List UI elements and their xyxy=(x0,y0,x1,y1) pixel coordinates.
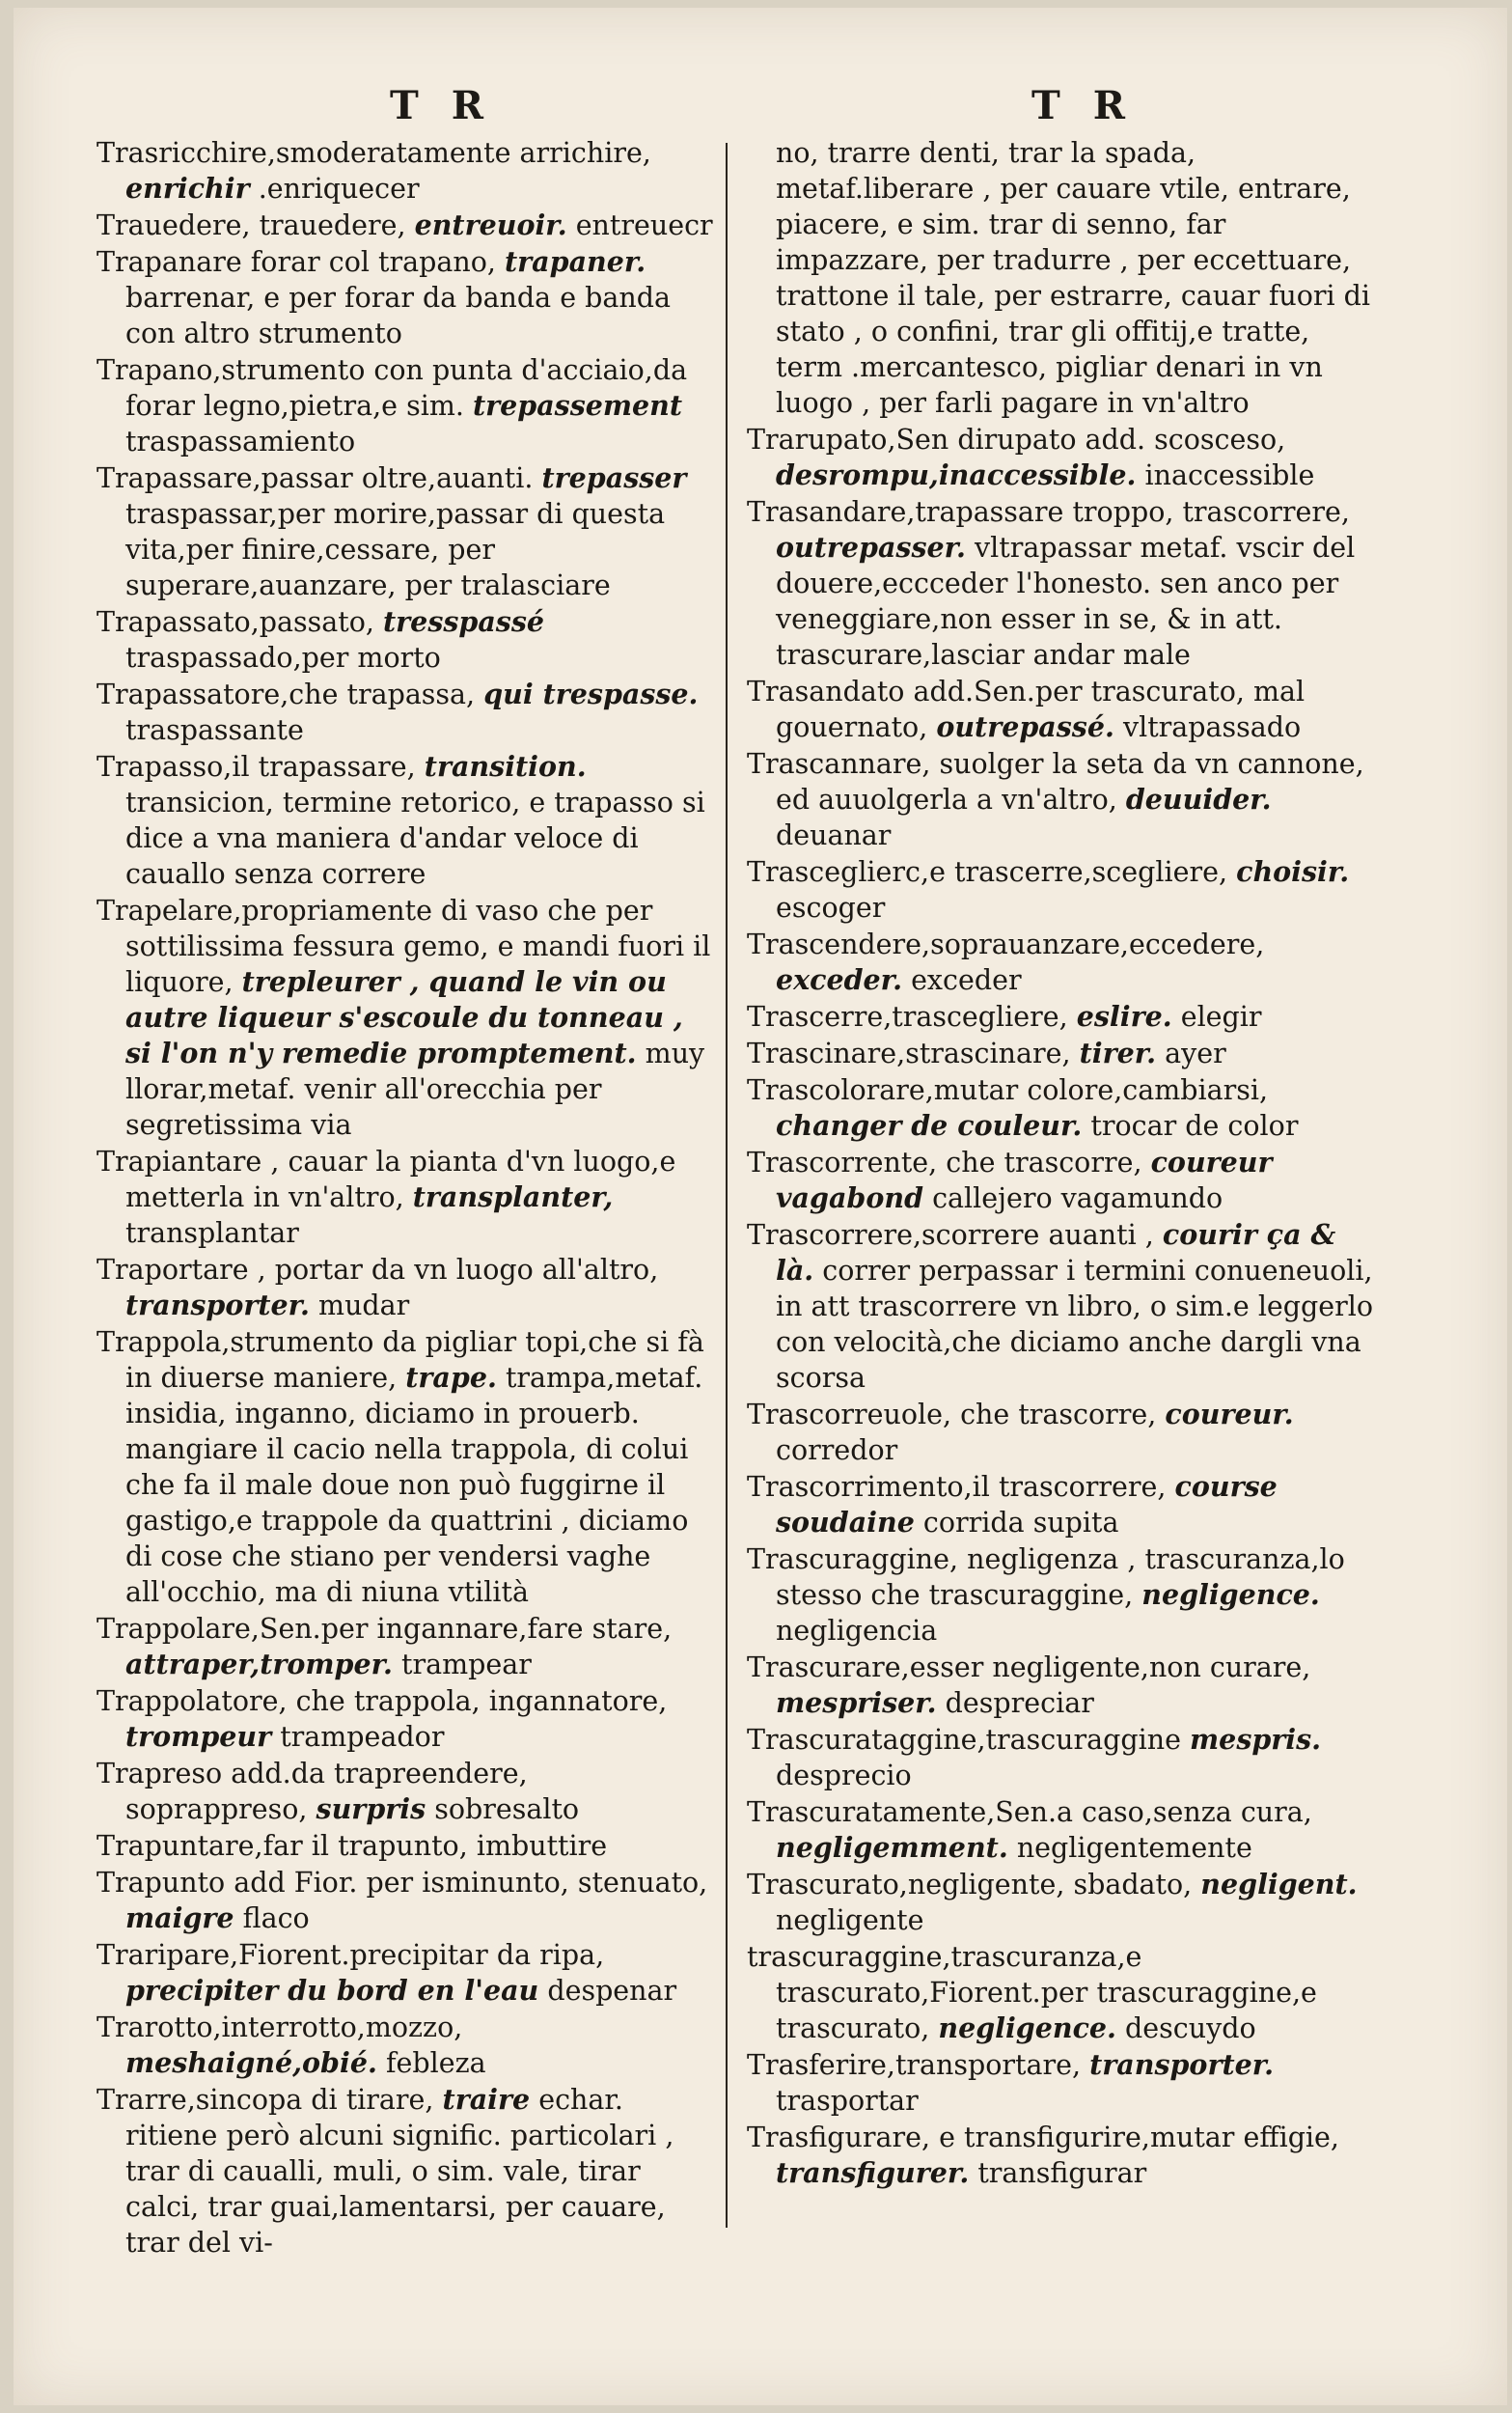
dictionary-entry xyxy=(747,1867,1374,1938)
entry-french: coureur vagabond xyxy=(776,1146,1273,1214)
entry-french: trapaner. xyxy=(505,245,646,278)
entry-spanish: febleza xyxy=(385,2047,486,2079)
entry-italian: Trapassare,passar oltre,auanti. xyxy=(96,462,534,494)
entry-italian: Trarupato,Sen dirupato add. scosceso, xyxy=(747,424,1286,456)
entry-french: coureur. xyxy=(1165,1398,1294,1430)
dictionary-entry xyxy=(747,1072,1374,1144)
entry-italian: Trascolorare,mutar colore,cambiarsi, xyxy=(747,1074,1269,1106)
entry-spanish: .enriquecer xyxy=(258,173,420,205)
page-header-left: T R xyxy=(390,83,493,128)
dictionary-entry xyxy=(747,854,1374,926)
entry-italian: Traportare , portar da vn luogo all'altro, xyxy=(96,1254,659,1286)
dictionary-entry xyxy=(747,135,1374,421)
entry-french: trompeur xyxy=(125,1720,272,1753)
entry-spanish: corredor xyxy=(776,1434,898,1466)
dictionary-entry xyxy=(96,1324,714,1610)
entry-italian: Trapassatore,che trapassa, xyxy=(96,679,476,710)
entry-french: trepasser xyxy=(541,461,687,494)
entry-french: transition. xyxy=(424,750,587,783)
entry-french: desrompu,inaccessible. xyxy=(776,458,1137,491)
entry-french: traire xyxy=(442,2083,531,2116)
entry-french: maigre xyxy=(125,1901,234,1934)
entry-italian: Trapuntare,far il trapunto, imbuttire xyxy=(96,1830,608,1862)
entry-french: exceder. xyxy=(776,963,902,996)
entry-french: entreuoir. xyxy=(414,208,567,241)
dictionary-page xyxy=(14,8,1507,2405)
entry-italian: Trascerre,trascegliere, xyxy=(747,1001,1068,1033)
entry-spanish: negligencia xyxy=(776,1615,938,1647)
entry-spanish: transicion, termine retorico, e trapasso si dice a vna maniera d'andar veloce di cauallo senza correre xyxy=(125,787,705,890)
dictionary-entry xyxy=(96,749,714,892)
entry-italian: Trappolatore, che trappola, ingannatore, xyxy=(96,1685,668,1717)
entry-french: outrepasser. xyxy=(776,531,966,564)
entry-spanish: ayer xyxy=(1165,1038,1226,1069)
dictionary-entry xyxy=(96,460,714,603)
entry-italian: Trapasso,il trapassare, xyxy=(96,751,416,783)
entry-italian: Trapanare forar col trapano, xyxy=(96,246,496,278)
entry-spanish: inaccessible xyxy=(1144,459,1315,491)
dictionary-entry xyxy=(96,1828,714,1864)
entry-italian: Trapunto add Fior. per isminunto, stenuato, xyxy=(96,1867,708,1899)
entry-spanish: despenar xyxy=(547,1975,677,2007)
entry-italian: Trascurato,negligente, sbadato, xyxy=(747,1869,1193,1900)
entry-spanish: exceder xyxy=(911,964,1022,996)
entry-spanish: muy llorar,metaf. venir all'orecchia per segretissima via xyxy=(125,1038,705,1141)
dictionary-entry xyxy=(747,2120,1374,2191)
entry-french: attraper,tromper. xyxy=(125,1648,393,1680)
entry-french: negligence. xyxy=(1141,1578,1320,1611)
entry-spanish: traspassado,per morto xyxy=(125,642,441,674)
entry-spanish: negligentemente xyxy=(1016,1832,1252,1864)
entry-french: transfigurer. xyxy=(776,2156,970,2189)
entry-italian: Trapiantare , cauar la pianta d'vn luogo,e metterla in vn'altro, xyxy=(96,1146,676,1213)
entry-italian: Trascuraggine, negligenza , trascuranza,lo stesso che trascuraggine, xyxy=(747,1543,1345,1611)
entry-italian: Trascorrere,scorrere auanti , xyxy=(747,1219,1154,1251)
dictionary-entry xyxy=(747,674,1374,745)
entry-french: choisir. xyxy=(1236,855,1350,888)
entry-spanish: despreciar xyxy=(945,1687,1094,1719)
entry-spanish: entreuecr xyxy=(575,209,713,241)
right-column xyxy=(747,135,1374,2192)
dictionary-entry xyxy=(747,1650,1374,1721)
dictionary-entry xyxy=(96,893,714,1143)
dictionary-entry xyxy=(96,677,714,748)
entry-spanish: correr perpassar i termini conueneuoli, in att trascorrere vn libro, o sim.e leggerlo con velocità,che diciamo anche dargli vna scorsa xyxy=(776,1255,1374,1394)
dictionary-entry xyxy=(747,422,1374,493)
entry-italian: no, trarre denti, trar la spada, metaf.liberare , per cauare vtile, entrare, piacere, e sim. trar di senno, far impazzare, per tradurre , per eccettuare, trattone il tale, per estrarre, cauar fuori di stato , o confini, trar gli offitij,e tratte, term .mercantesco, pigliar denari in vn luogo , per farli pagare in vn'altro xyxy=(776,137,1371,419)
entry-spanish: traspassante xyxy=(125,714,304,746)
entry-french: surpris xyxy=(316,1792,426,1825)
entry-italian: Trasandato add.Sen.per trascurato, mal gouernato, xyxy=(747,676,1306,743)
dictionary-entry xyxy=(747,1722,1374,1793)
entry-spanish: escoger xyxy=(776,892,886,924)
entry-french: mespriser. xyxy=(776,1686,937,1719)
entry-italian: Trascannare, suolger la seta da vn cannone, ed auuolgerla a vn'altro, xyxy=(747,748,1364,816)
entry-french: tresspassé xyxy=(383,605,545,638)
entry-italian: Trapassato,passato, xyxy=(96,606,374,638)
entry-italian: Trapreso add.da trapreendere, soprappreso, xyxy=(96,1758,528,1825)
entry-italian: Trasceglierc,e trascerre,scegliere, xyxy=(747,856,1228,888)
entry-french: negligent. xyxy=(1200,1868,1358,1900)
entry-spanish: elegir xyxy=(1180,1001,1262,1033)
entry-italian: Trascuratamente,Sen.a caso,senza cura, xyxy=(747,1796,1312,1828)
entry-italian: Trarotto,interrotto,mozzo, xyxy=(96,2011,463,2043)
dictionary-entry xyxy=(747,2047,1374,2119)
entry-spanish: callejero vagamundo xyxy=(932,1182,1223,1214)
entry-french: transporter. xyxy=(1089,2048,1275,2081)
dictionary-entry xyxy=(96,208,714,243)
dictionary-entry xyxy=(747,746,1374,853)
entry-italian: Trascurataggine,trascuraggine xyxy=(747,1724,1181,1756)
entry-italian: Trappolare,Sen.per ingannare,fare stare, xyxy=(96,1613,673,1645)
dictionary-entry xyxy=(747,1939,1374,2046)
entry-spanish: corrida supita xyxy=(922,1507,1119,1539)
dictionary-entry xyxy=(96,244,714,351)
entry-french: meshaigné,obié. xyxy=(125,2046,377,2079)
entry-french: trepleurer , quand le vin ou autre liqueur s'escoule du tonneau , si l'on n'y remedie promptement. xyxy=(125,965,683,1069)
dictionary-entry xyxy=(96,1144,714,1251)
entry-spanish: flaco xyxy=(242,1902,310,1934)
entry-italian: Trauedere, trauedere, xyxy=(96,209,406,241)
column-divider xyxy=(726,143,728,2228)
dictionary-entry xyxy=(96,1937,714,2009)
entry-spanish: trasportar xyxy=(776,2085,919,2117)
dictionary-entry xyxy=(747,1397,1374,1468)
dictionary-entry xyxy=(747,494,1374,673)
entry-french: transplanter, xyxy=(412,1180,614,1213)
dictionary-entry xyxy=(96,604,714,676)
dictionary-entry xyxy=(747,1469,1374,1540)
dictionary-entry xyxy=(96,2082,714,2260)
entry-italian: Trasfigurare, e transfigurire,mutar effigie, xyxy=(747,2122,1339,2153)
dictionary-entry xyxy=(747,1794,1374,1866)
entry-french: trape. xyxy=(405,1361,497,1394)
entry-spanish: vltrapassado xyxy=(1122,711,1302,743)
entry-spanish: trampear xyxy=(401,1649,532,1680)
entry-italian: Trasricchire,smoderatamente arrichire, xyxy=(96,137,651,169)
entry-spanish: traspassar,per morire,passar di questa vita,per finire,cessare, per superare,auanzare, per tralasciare xyxy=(125,498,666,601)
dictionary-entry xyxy=(96,1683,714,1755)
entry-french: qui trespasse. xyxy=(483,678,699,710)
entry-spanish: desprecio xyxy=(776,1760,912,1791)
entry-french: tirer. xyxy=(1079,1037,1157,1069)
entry-spanish: negligente xyxy=(776,1904,924,1936)
dictionary-entry xyxy=(96,135,714,207)
entry-italian: Trascorreuole, che trascorre, xyxy=(747,1399,1157,1430)
entry-spanish: transfigurar xyxy=(977,2157,1147,2189)
entry-french: eslire. xyxy=(1076,1000,1172,1033)
entry-french: changer de couleur. xyxy=(776,1109,1083,1142)
entry-french: negligemment. xyxy=(776,1831,1008,1864)
dictionary-entry xyxy=(747,999,1374,1035)
entry-spanish: trampeador xyxy=(280,1721,445,1753)
entry-french: trepassement xyxy=(472,389,683,422)
entry-italian: Trascurare,esser negligente,non curare, xyxy=(747,1651,1311,1683)
page-header-right: T R xyxy=(1031,83,1135,128)
entry-spanish: barrenar, e per forar da banda e banda con altro strumento xyxy=(125,282,671,349)
entry-spanish: echar. ritiene però alcuni signific. particolari , trar di caualli, muli, o sim. vale, tirar calci, trar guai,lamentarsi, per cauare, trar del vi- xyxy=(125,2084,674,2259)
entry-spanish: sobresalto xyxy=(434,1793,580,1825)
entry-spanish: descuydo xyxy=(1125,2012,1256,2044)
entry-french: deuuider. xyxy=(1125,783,1272,816)
entry-french: outrepassé. xyxy=(936,710,1114,743)
dictionary-entry xyxy=(96,352,714,459)
entry-italian: Trarre,sincopa di tirare, xyxy=(96,2084,434,2116)
dictionary-entry xyxy=(747,1541,1374,1649)
entry-spanish: mudar xyxy=(318,1290,410,1321)
entry-italian: Trascinare,strascinare, xyxy=(747,1038,1071,1069)
entry-spanish: vltrapassar metaf. vscir del douere,eccceder l'honesto. sen anco per veneggiare,non esser in se, & in att. trascurare,lasciar andar male xyxy=(776,532,1356,671)
entry-french: negligence. xyxy=(938,2011,1116,2044)
entry-french: transporter. xyxy=(125,1289,310,1321)
entry-italian: Trasferire,transportare, xyxy=(747,2049,1082,2081)
entry-italian: Trascorrimento,il trascorrere, xyxy=(747,1471,1167,1503)
entry-french: mespris. xyxy=(1190,1723,1322,1756)
entry-french: course soudaine xyxy=(776,1470,1278,1539)
entry-french: precipiter du bord en l'eau xyxy=(125,1974,539,2007)
dictionary-entry xyxy=(747,1217,1374,1396)
entry-italian: trascuraggine,trascuranza,e trascurato,Fiorent.per trascuraggine,e trascurato, xyxy=(747,1941,1317,2044)
dictionary-entry xyxy=(96,1611,714,1682)
entry-italian: Trapelare,propriamente di vaso che per sottilissima fessura gemo, e mandi fuori il liquore, xyxy=(96,895,711,998)
dictionary-entry xyxy=(747,1145,1374,1216)
entry-italian: Trascendere,soprauanzare,eccedere, xyxy=(747,929,1265,960)
dictionary-entry xyxy=(747,927,1374,998)
entry-italian: Trasandare,trapassare troppo, trascorrere, xyxy=(747,496,1350,528)
dictionary-entry xyxy=(747,1036,1374,1071)
dictionary-entry xyxy=(96,1756,714,1827)
dictionary-entry xyxy=(96,1865,714,1936)
entry-spanish: trocar de color xyxy=(1090,1110,1299,1142)
entry-spanish: transplantar xyxy=(125,1217,299,1249)
entry-italian: Trascorrente, che trascorre, xyxy=(747,1147,1142,1179)
entry-french: enrichir xyxy=(125,172,250,205)
entry-spanish: trampa,metaf. insidia, inganno, diciamo in prouerb. mangiare il cacio nella trappola, di colui che fa il male doue non può fuggirne il gastigo,e trappole da quattrini , diciamo di cose che stiano per vendersi vaghe all'occhio, ma di niuna vtilità xyxy=(125,1362,703,1608)
entry-italian: Trappola,strumento da pigliar topi,che si fà in diuerse maniere, xyxy=(96,1326,704,1394)
entry-italian: Traripare,Fiorent.precipitar da ripa, xyxy=(96,1939,605,1971)
dictionary-entry xyxy=(96,1252,714,1323)
entry-italian: Trapano,strumento con punta d'acciaio,da forar legno,pietra,e sim. xyxy=(96,354,688,422)
dictionary-entry xyxy=(96,2010,714,2081)
entry-spanish: deuanar xyxy=(776,819,892,851)
left-column xyxy=(96,135,714,2261)
entry-spanish: traspassamiento xyxy=(125,426,356,458)
entry-french: courir ça & là. xyxy=(776,1218,1336,1287)
